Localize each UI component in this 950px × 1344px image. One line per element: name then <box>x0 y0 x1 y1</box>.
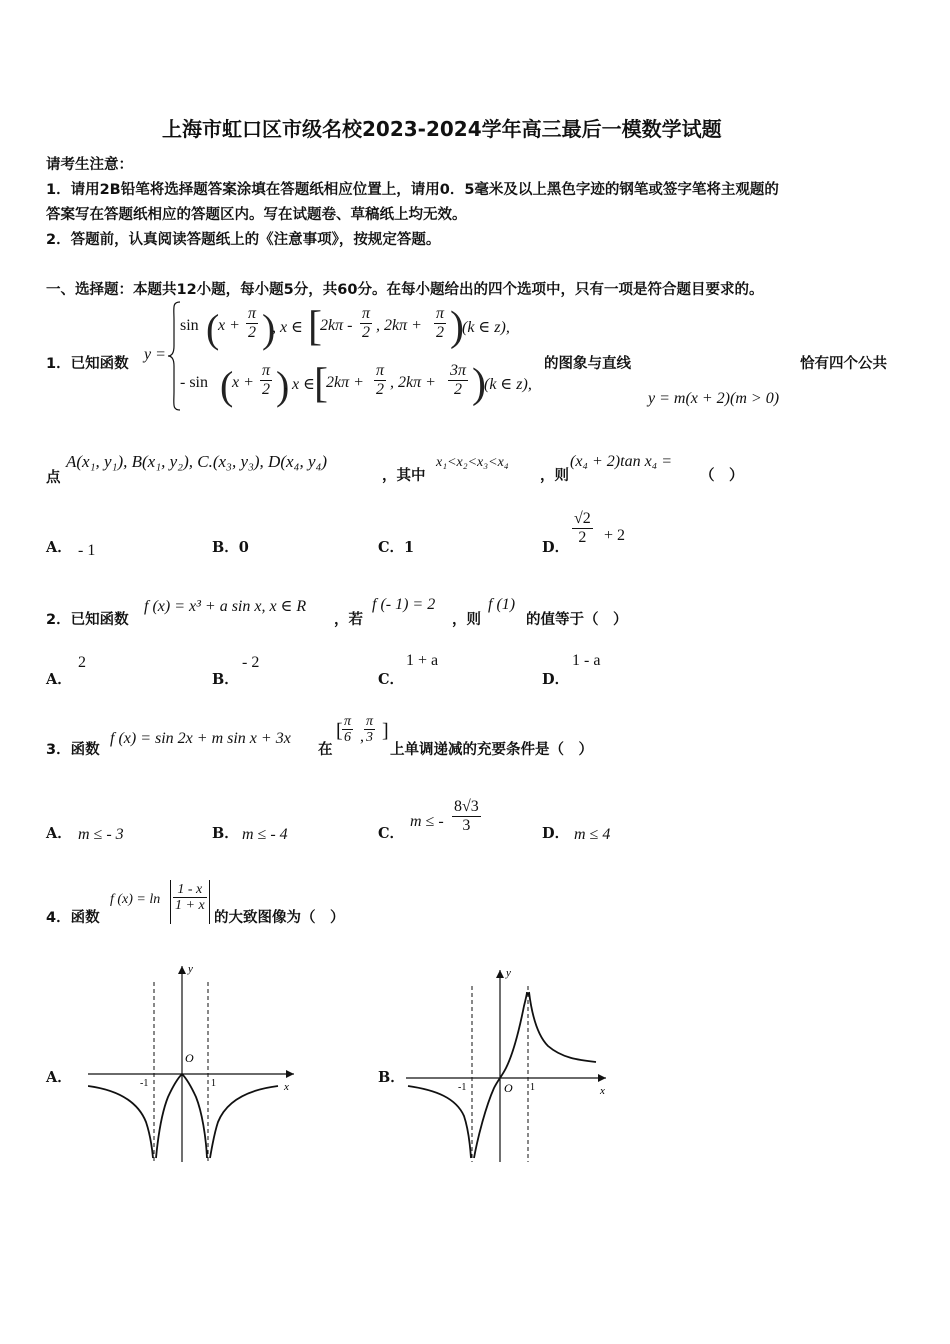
curve-left-branch <box>408 1086 471 1158</box>
q4-option-b-graph[interactable] <box>406 966 618 1166</box>
curve-right-branch <box>210 1086 278 1158</box>
q3-zai: 在 <box>318 742 333 758</box>
q2-label: 2．已知函数 <box>46 612 129 628</box>
q4-abs-bars <box>170 880 210 924</box>
q2-tail: 的值等于（ ） <box>526 612 628 628</box>
q1-option-d-label[interactable]: D． <box>542 539 570 556</box>
q1-row1-frac: $\frac{\pi}{2}$ <box>248 305 257 341</box>
notice-line-2: 2．答题前，认真阅读答题纸上的《注意事项》，按规定答题。 <box>46 232 441 248</box>
q3-label: 3．函数 <box>46 742 100 758</box>
q1-row2-in: , x ∈ <box>284 376 315 393</box>
q1-tail: 的图象与直线 <box>544 356 631 372</box>
q1-points: A(x₁, y₁), B(x₁, y₂), C.(x₃, y₃), D(x₄, y₄) <box>66 452 328 471</box>
y-axis-label: y <box>188 963 193 975</box>
x-axis-arrow <box>286 1070 294 1078</box>
q4-option-b-label[interactable]: B． <box>378 1069 405 1086</box>
q1-row2-sin: - sin <box>180 374 208 391</box>
q1-row1-frac2: $\frac{\pi}{2}$ <box>362 305 371 341</box>
q3-tail: 上单调递减的充要条件是（ ） <box>390 742 593 758</box>
q2-option-d[interactable]: 1 - a <box>572 652 601 669</box>
q1-qizhong: ，其中 <box>382 468 426 484</box>
notice-line-1: 1．请用2B铅笔将选择题答案涂填在答题纸相应位置上，请用0．5毫米及以上黑色字迹的钢笔或签字笔将主观题的 <box>46 182 779 198</box>
q2-option-b-label[interactable]: B． <box>212 671 239 688</box>
q1-row2-x: x + <box>232 374 254 391</box>
q4-tail: 的大致图像为（ ） <box>214 910 345 926</box>
notice-heading: 请考生注意： <box>46 157 133 173</box>
q1-row1-in: , x ∈ <box>272 319 303 336</box>
page-title: 上海市虹口区市级名校2023-2024学年高三最后一模数学试题 <box>162 117 722 141</box>
pos-one-label: 1 <box>530 1082 535 1093</box>
q3-option-c[interactable]: m ≤ - <box>410 813 444 830</box>
q1-row2-mid: , 2kπ + <box>390 374 436 391</box>
q3-option-d-label[interactable]: D． <box>542 825 570 842</box>
q3-fx: f (x) = sin 2x + m sin x + 3x <box>110 730 291 747</box>
q1-ze: ，则 <box>540 468 569 484</box>
q4-option-a-graph[interactable] <box>88 962 300 1168</box>
q4-option-a-label[interactable]: A． <box>46 1069 72 1086</box>
q4-label: 4．函数 <box>46 910 100 926</box>
q3-option-b[interactable]: m ≤ - 4 <box>242 826 288 843</box>
q1-row1-mid: , 2kπ + <box>376 317 422 334</box>
q1-label: 1．已知函数 <box>46 356 129 372</box>
curve-left-branch <box>88 1086 153 1158</box>
q1-y-eq: y = <box>144 346 166 363</box>
origin-label: O <box>185 1051 194 1065</box>
neg-one-label: -1 <box>140 1078 149 1089</box>
q4-frac: $\frac{1 - x}{1 + x}$ <box>175 882 205 914</box>
q3-int-frac-2: $\frac{\pi}{3}$ <box>366 714 374 746</box>
q1-paren: （ ） <box>700 468 744 484</box>
origin-label: O <box>504 1081 513 1095</box>
y-axis-arrow <box>178 966 186 974</box>
curve-right-branch <box>529 992 596 1062</box>
q1-row2-2kpi: 2kπ + <box>326 374 364 391</box>
q1-order: x₁<x₂<x₃<x₄ <box>436 455 509 470</box>
q1-row2-k: (k ∈ z), <box>484 376 532 393</box>
q3-option-c-frac[interactable]: $\frac{8√3}{3}$ <box>454 798 479 834</box>
q1-option-c[interactable]: C．1 <box>378 539 415 556</box>
q3-option-d[interactable]: m ≤ 4 <box>574 826 611 843</box>
q3-int-left: [ <box>336 720 343 742</box>
y-axis-label: y <box>506 967 511 979</box>
q1-row1-x: x + <box>218 317 240 334</box>
q2-fx: f (x) = x³ + a sin x, x ∈ R <box>144 598 307 615</box>
q1-option-a[interactable]: - 1 <box>78 542 96 559</box>
q1-line-eq: y = m(x + 2)(m > 0) <box>648 390 780 407</box>
q2-option-b[interactable]: - 2 <box>242 654 260 671</box>
q1-option-a-label[interactable]: A． <box>46 539 72 556</box>
q3-option-a-label[interactable]: A． <box>46 825 72 842</box>
neg-one-label: -1 <box>458 1082 467 1093</box>
q1-option-b[interactable]: B．0 <box>212 539 249 556</box>
q1-row1-frac3: $\frac{\pi}{2}$ <box>436 305 445 341</box>
q3-option-b-label[interactable]: B． <box>212 825 239 842</box>
q2-ruo: ，若 <box>334 612 363 628</box>
q1-expr: (x₄ + 2)tan x₄ = <box>570 453 673 470</box>
q2-option-c-label[interactable]: C． <box>378 671 405 688</box>
q2-option-a-label[interactable]: A． <box>46 671 72 688</box>
q1-row2-frac: $\frac{\pi}{2}$ <box>262 362 271 398</box>
notice-line-1b: 答案写在答题纸相应的答题区内。写在试题卷、草稿纸上均无效。 <box>46 207 467 223</box>
q2-option-c[interactable]: 1 + a <box>406 652 439 669</box>
q1-row1-k: (k ∈ z), <box>462 319 510 336</box>
section-heading: 一、选择题：本题共12小题，每小题5分，共60分。在每小题给出的四个选项中，只有一项是符合题目要求的。 <box>46 282 764 298</box>
q1-option-d-frac[interactable]: $\frac{√2}{2}$ <box>574 510 591 546</box>
q2-option-a[interactable]: 2 <box>78 654 86 671</box>
pos-one-label: 1 <box>211 1078 216 1089</box>
x-axis-label: x <box>284 1081 289 1093</box>
q3-int-right: ] <box>382 720 389 742</box>
q3-option-c-label[interactable]: C． <box>378 825 405 842</box>
q1-dian: 点 <box>46 470 61 486</box>
q1-row1-sin: sin <box>180 317 199 334</box>
q2-f1: f (1) <box>488 596 516 613</box>
q2-option-d-label[interactable]: D． <box>542 671 570 688</box>
x-axis-arrow <box>598 1074 606 1082</box>
q2-ze: ，则 <box>452 612 481 628</box>
q1-row1-lparen: ( <box>206 306 220 351</box>
q4-fx: f (x) = ln <box>110 892 161 907</box>
q1-row1-2kpi: 2kπ - <box>320 317 353 334</box>
q1-option-d-tail[interactable]: + 2 <box>604 527 626 544</box>
q3-int-frac-1: $\frac{\pi}{6}$ <box>344 714 352 746</box>
q1-row2-frac2: $\frac{\pi}{2}$ <box>376 362 385 398</box>
x-axis-label: x <box>600 1085 605 1097</box>
q1-tail-2: 恰有四个公共 <box>800 356 887 372</box>
q1-row2-frac3: $\frac{3\pi}{2}$ <box>450 362 467 398</box>
q3-option-a[interactable]: m ≤ - 3 <box>78 826 124 843</box>
y-axis-arrow <box>496 970 504 978</box>
q2-cond: f (- 1) = 2 <box>372 596 436 613</box>
